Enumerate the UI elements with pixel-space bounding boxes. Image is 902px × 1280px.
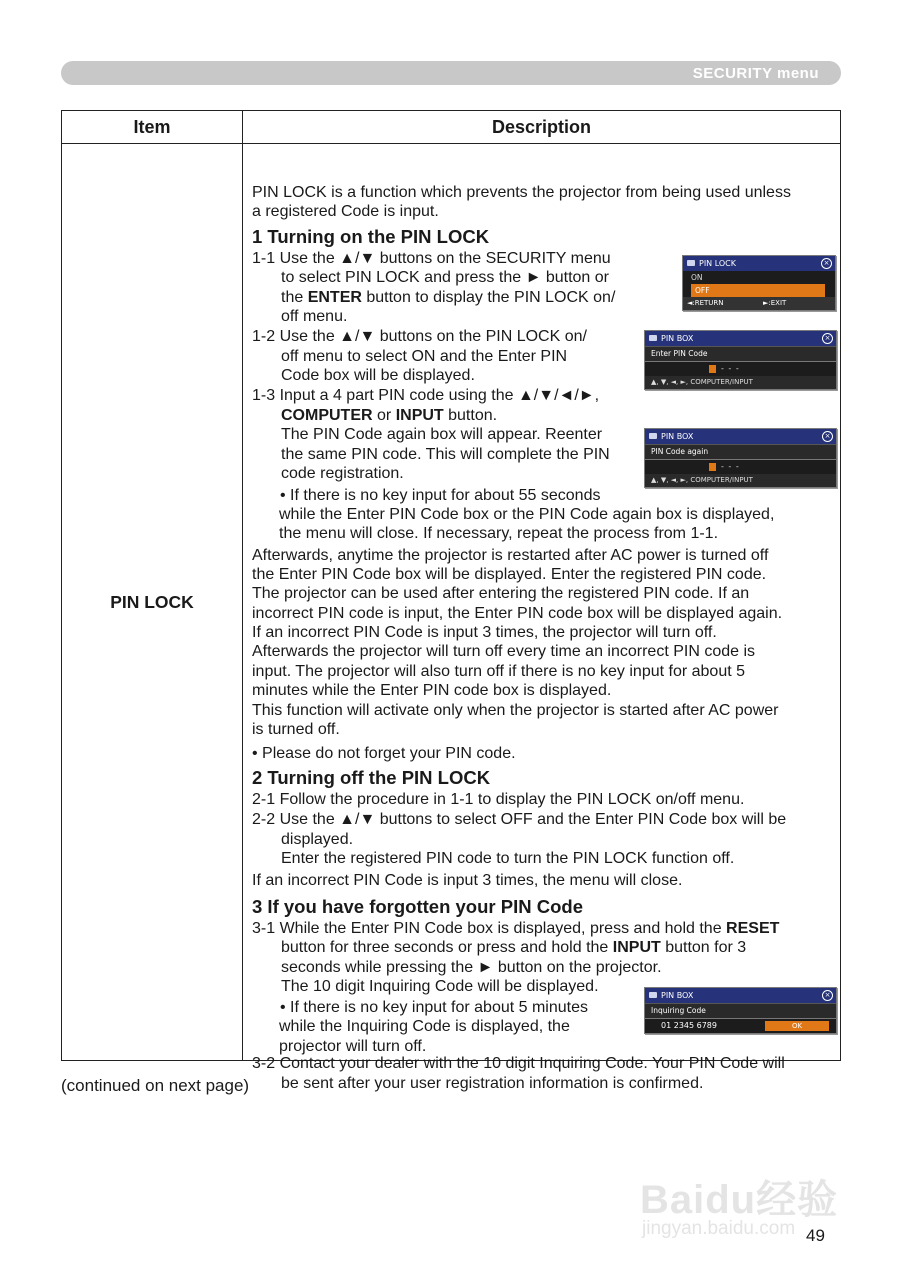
step-3-1: seconds while pressing the ► button on the projector.	[281, 959, 662, 976]
after-paragraph: the Enter PIN Code box will be displayed. Enter the registered PIN code.	[252, 566, 767, 583]
close-icon: ×	[822, 990, 833, 1001]
after-paragraph: input. The projector will also turn off if there is no key input for about 5	[252, 663, 746, 680]
step-1-3: the same PIN code. This will complete the PIN	[281, 446, 610, 463]
inquiry-note: projector will turn off.	[279, 1038, 427, 1055]
section-3-heading: 3 If you have forgotten your PIN Code	[252, 896, 583, 917]
section-1-heading: 1 Turning on the PIN LOCK	[252, 226, 490, 247]
close-icon: ×	[821, 258, 832, 269]
osd-ok: OK	[765, 1021, 829, 1031]
inquiry-note: • If there is no key input for about 5 minutes	[280, 999, 588, 1016]
osd-inquiring-row	[645, 1019, 836, 1033]
osd-pin-entry: - - -	[645, 460, 836, 474]
after-paragraph: Afterwards the projector will turn off every time an incorrect PIN code is	[252, 643, 756, 660]
step-1-2: 1-2 Use the ▲/▼ buttons on the PIN LOCK on/	[252, 328, 587, 345]
step-1-3: 1-3 Input a 4 part PIN code using the ▲/▼/◄/►,	[252, 387, 600, 404]
section-header-bar	[61, 61, 841, 85]
osd-enter-pin-box	[644, 330, 837, 390]
osd-label: Enter PIN Code	[645, 346, 836, 362]
cursor-box	[709, 365, 716, 373]
step-1-3: The PIN Code again box will appear. Reenter	[281, 426, 603, 443]
step-2-note: If an incorrect PIN Code is input 3 times, the menu will close.	[252, 872, 683, 889]
osd-option-off: OFF	[691, 284, 825, 297]
osd-label: Inquiring Code	[645, 1003, 836, 1019]
osd-title-bar: PIN LOCK ×	[683, 256, 835, 271]
step-2-2: Enter the registered PIN code to turn the PIN LOCK function off.	[281, 850, 735, 867]
osd-pin-lock-menu	[682, 255, 836, 311]
after-paragraph: If an incorrect PIN Code is input 3 times, the projector will turn off.	[252, 624, 717, 641]
step-2-2: displayed.	[281, 831, 354, 848]
step-1-2: off menu to select ON and the Enter PIN	[281, 348, 568, 365]
osd-footer: ◄:RETURN ►:EXIT	[683, 297, 835, 310]
osd-key-hints: ▲, ▼, ◄, ►, COMPUTER/INPUT	[645, 376, 836, 389]
osd-pin-again-box	[644, 428, 837, 488]
step-3-1: 3-1 While the Enter PIN Code box is displayed, press and hold the RESET	[252, 920, 780, 937]
description-body	[243, 144, 840, 1092]
step-2-1: 2-1 Follow the procedure in 1-1 to display the PIN LOCK on/off menu.	[252, 791, 745, 808]
timeout-note: • If there is no key input for about 55 seconds	[280, 487, 601, 504]
osd-title-bar: PIN BOX ×	[645, 331, 836, 346]
monitor-icon	[649, 992, 657, 998]
step-3-1: The 10 digit Inquiring Code will be displayed.	[281, 978, 599, 995]
intro-line: PIN LOCK is a function which prevents the projector from being used unless	[252, 184, 791, 201]
step-3-1: button for three seconds or press and hold the INPUT button for 3	[281, 939, 747, 956]
osd-pin-entry: - - -	[645, 362, 836, 376]
step-3-2: be sent after your user registration information is confirmed.	[281, 1075, 704, 1092]
timeout-note: the menu will close. If necessary, repeat the process from 1-1.	[279, 525, 719, 542]
watermark: Baidu经验 jingyan.baidu.com	[640, 1178, 839, 1239]
monitor-icon	[649, 433, 657, 439]
step-1-1: 1-1 Use the ▲/▼ buttons on the SECURITY menu	[252, 250, 611, 267]
after-paragraph: is turned off.	[252, 721, 340, 738]
after-paragraph: The projector can be used after entering the registered PIN code. If an	[252, 585, 750, 602]
intro-line: a registered Code is input.	[252, 203, 439, 220]
step-1-2: Code box will be displayed.	[281, 367, 475, 384]
osd-label: PIN Code again	[645, 444, 836, 460]
forget-note: • Please do not forget your PIN code.	[252, 745, 516, 762]
description-cell	[243, 144, 841, 1092]
step-1-1: to select PIN LOCK and press the ► button or	[281, 269, 609, 286]
header-item: Item	[62, 111, 243, 144]
step-1-3: COMPUTER or INPUT button.	[281, 407, 498, 424]
step-3-2: 3-2 Contact your dealer with the 10 digit Inquiring Code. Your PIN Code will	[252, 1055, 785, 1072]
cursor-box	[709, 463, 716, 471]
after-paragraph: This function will activate only when the projector is started after AC power	[252, 702, 779, 719]
step-1-3: code registration.	[281, 465, 404, 482]
step-1-1: the ENTER button to display the PIN LOCK on/	[281, 289, 616, 306]
monitor-icon	[687, 260, 695, 266]
osd-key-hints: ▲, ▼, ◄, ►, COMPUTER/INPUT	[645, 474, 836, 487]
after-paragraph: Afterwards, anytime the projector is restarted after AC power is turned off	[252, 547, 769, 564]
continued-note: (continued on next page)	[61, 1076, 250, 1095]
osd-title-bar: PIN BOX ×	[645, 429, 836, 444]
osd-title-bar: PIN BOX ×	[645, 988, 836, 1003]
inquiring-code: 01 2345 6789	[661, 1021, 717, 1030]
item-pin-lock: PIN LOCK	[62, 144, 243, 1061]
header-description: Description	[243, 111, 841, 144]
inquiry-note: while the Inquiring Code is displayed, the	[279, 1018, 570, 1035]
monitor-icon	[649, 335, 657, 341]
timeout-note: while the Enter PIN Code box or the PIN Code again box is displayed,	[279, 506, 775, 523]
osd-inquiring-code-box	[644, 987, 837, 1034]
osd-option-on: ON	[691, 273, 703, 282]
page-number: 49	[806, 1226, 825, 1245]
step-1-1: off menu.	[281, 308, 348, 325]
close-icon: ×	[822, 333, 833, 344]
section-title: SECURITY menu	[692, 65, 819, 82]
after-paragraph: minutes while the Enter PIN code box is displayed.	[252, 682, 612, 699]
step-2-2: 2-2 Use the ▲/▼ buttons to select OFF and the Enter PIN Code box will be	[252, 811, 787, 828]
section-2-heading: 2 Turning off the PIN LOCK	[252, 767, 491, 788]
close-icon: ×	[822, 431, 833, 442]
after-paragraph: incorrect PIN code is input, the Enter PIN code box will be displayed again.	[252, 605, 783, 622]
